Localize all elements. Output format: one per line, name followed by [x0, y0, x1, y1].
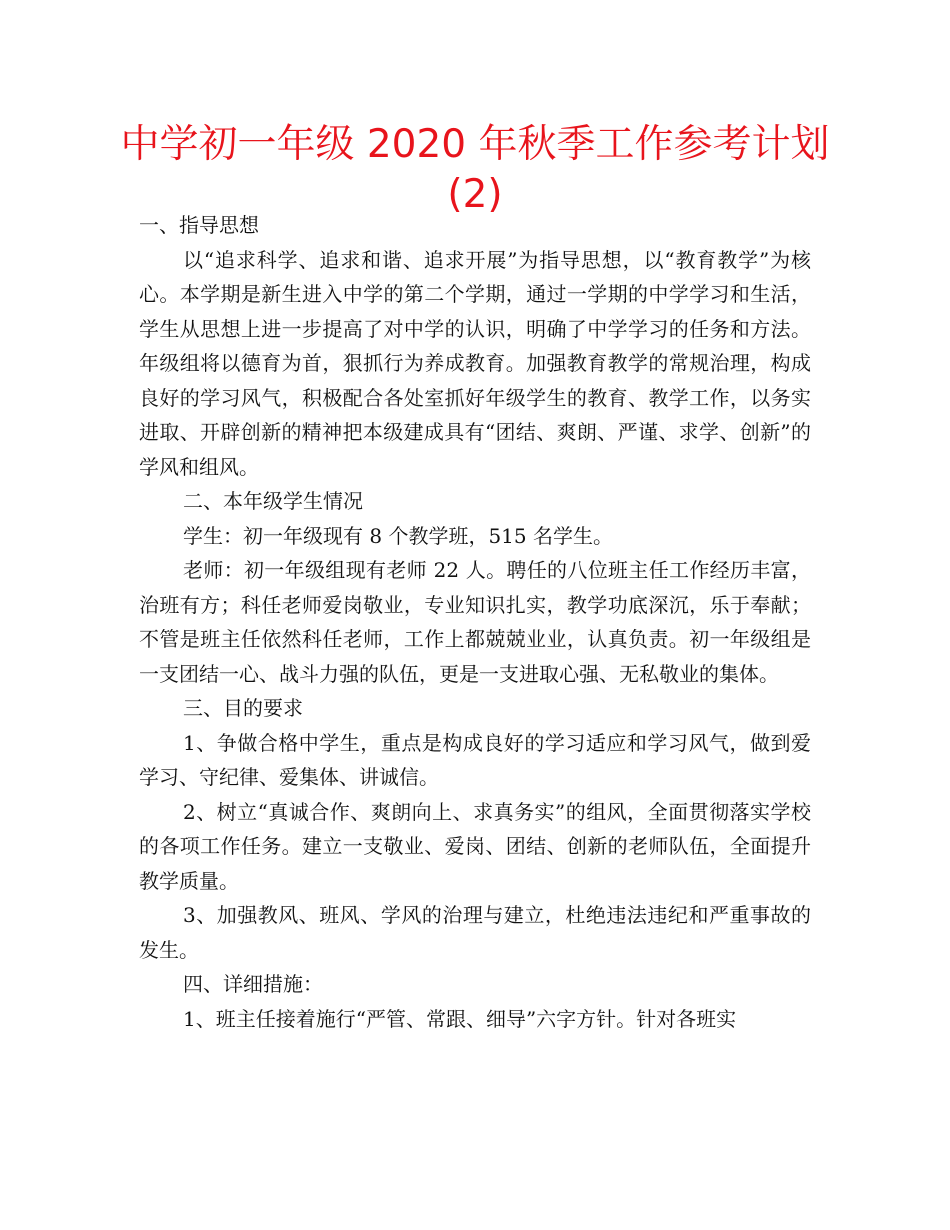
document-body	[139, 208, 811, 1036]
paragraph-students: 学生：初一年级现有 8 个教学班，515 名学生。	[183, 523, 613, 548]
document-title-line-2: (2)	[447, 172, 503, 217]
goal-item-2: 2、树立“真诚合作、爽朗向上、求真务实”的组风，全面贯彻落实学校的各项工作任务。建立一支敬业、爱岗、团结、创新的老师队伍，全面提升教学质量。	[139, 799, 811, 893]
goal-item-3: 3、加强教风、班风、学风的治理与建立，杜绝违法违纪和严重事故的发生。	[139, 903, 811, 962]
heading-guiding-ideology: 一、指导思想	[139, 213, 259, 237]
paragraph-teachers: 老师：初一年级组现有老师 22 人。聘任的八位班主任工作经历丰富，治班有方；科任老师爱岗敬业，专业知识扎实，教学功底深沉，乐于奉献；不管是班主任依然科任老师，工作上都兢兢业业，认真负责。初一年级组是一支团结一心、战斗力强的队伍，更是一支进取心强、无私敬业的集体。	[139, 558, 811, 686]
document-title-line-1: 中学初一年级 2020 年秋季工作参考计划	[120, 122, 830, 167]
goal-item-1: 1、争做合格中学生，重点是构成良好的学习适应和学习风气，做到爱学习、守纪律、爱集体、讲诚信。	[139, 730, 811, 789]
heading-student-situation: 二、本年级学生情况	[183, 489, 363, 513]
heading-measures: 四、详细措施：	[183, 972, 323, 996]
paragraph-guiding-ideology: 以“追求科学、追求和谐、追求开展”为指导思想，以“教育教学”为核心。本学期是新生进入中学的第二个学期，通过一学期的中学学习和生活，学生从思想上进一步提高了对中学的认识，明确了中学学习的任务和方法。年级组将以德育为首，狠抓行为养成教育。加强教育教学的常规治理，构成良好的学习风气，积极配合各处室抓好年级学生的教育、教学工作，以务实进取、开辟创新的精神把本级建成具有“团结、爽朗、严谨、求学、创新”的学风和组风。	[139, 247, 811, 479]
measure-item-1: 1、班主任接着施行“严管、常跟、细导”六字方针。针对各班实	[183, 1006, 737, 1031]
heading-goals: 三、目的要求	[183, 696, 303, 720]
